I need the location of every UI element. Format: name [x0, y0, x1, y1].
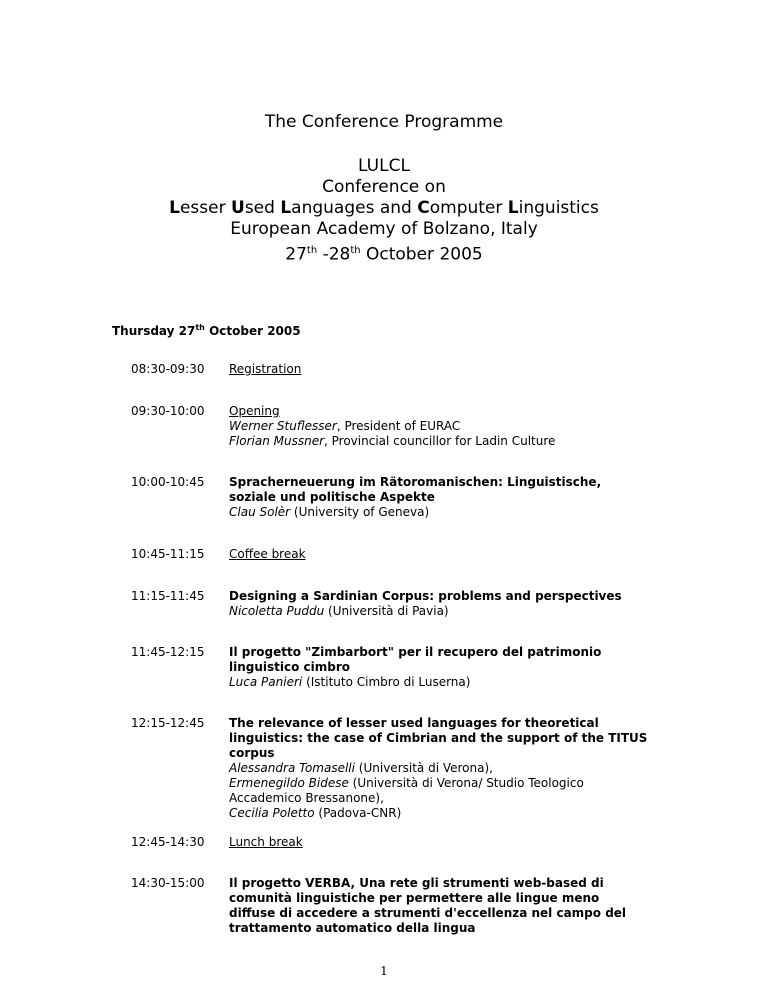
speaker-line: Luca Panieri (Istituto Cimbro di Luserna)	[229, 675, 471, 689]
session-title: Designing a Sardinian Corpus: problems and perspectives	[229, 589, 622, 603]
session-title: Coffee break	[229, 547, 306, 561]
programme-title: The Conference Programme	[264, 112, 504, 132]
speaker-line: Nicoletta Puddu (Università di Pavia)	[229, 604, 449, 618]
speaker-line: Ermenegildo Bidese (Università di Verona/ Studio Teologico Accademico Bressanone),	[229, 776, 584, 805]
title-block	[0, 112, 768, 266]
session-time: 11:15-11:45	[131, 589, 205, 603]
session-time: 14:30-15:00	[131, 876, 205, 890]
speaker-line: Werner Stuflesser, President of EURAC	[229, 419, 461, 433]
session-title: Spracherneuerung im Rätoromanischen: Linguistische, soziale und politische Aspekte	[229, 475, 602, 504]
speaker-line: Cecilia Poletto (Padova-CNR)	[229, 806, 402, 820]
day-heading: Thursday 27th October 2005	[112, 323, 301, 338]
session-title: Lunch break	[229, 835, 303, 849]
conference-full-title: Lesser Used Languages and Computer Linguistics	[169, 198, 599, 218]
session-title: Il progetto "Zimbarbort" per il recupero del patrimonio linguistico cimbro	[229, 645, 602, 674]
page-number: 1	[380, 964, 388, 978]
speaker-line: Clau Solèr (University of Geneva)	[229, 505, 430, 519]
speaker-line: Alessandra Tomaselli (Università di Verona),	[229, 761, 493, 775]
conference-acronym: LULCL	[358, 156, 410, 176]
conference-venue: European Academy of Bolzano, Italy	[230, 219, 538, 239]
session-time: 12:15-12:45	[131, 716, 205, 730]
session-time: 11:45-12:15	[131, 645, 205, 659]
session-time: 12:45-14:30	[131, 835, 205, 849]
session-title: Il progetto VERBA, Una rete gli strumenti web-based di comunità linguistiche per permettere alle lingue meno diffuse di accedere a strumenti d'eccellenza nel campo del trattamento automatico della lingua	[229, 876, 627, 935]
session-time: 10:00-10:45	[131, 475, 205, 489]
conference-date: 27th -28th October 2005	[285, 244, 483, 265]
session-title: Registration	[229, 362, 302, 376]
session-title: Opening	[229, 404, 280, 418]
session-time: 09:30-10:00	[131, 404, 205, 418]
session-time: 10:45-11:15	[131, 547, 205, 561]
session-title: The relevance of lesser used languages for theoretical linguistics: the case of Cimbrian and the support of the TITUS corpus	[229, 716, 648, 760]
session-time: 08:30-09:30	[131, 362, 205, 376]
speaker-line: Florian Mussner, Provincial councillor for Ladin Culture	[229, 434, 556, 448]
conference-on: Conference on	[322, 177, 446, 197]
